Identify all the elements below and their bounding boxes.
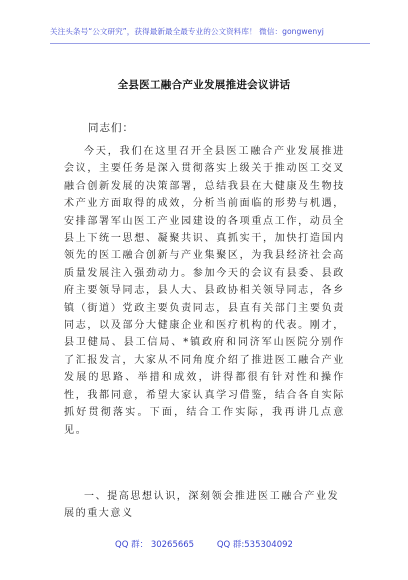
section-heading-1: 一、提高思想认识，深刻领会推进医工融合产业发展的重大意义 bbox=[64, 491, 340, 520]
body-paragraph-1: 今天，我们在这里召开全县医工融合产业发展推进会议，主要任务是深入贯彻落实上级关于推动医工交叉融合创新发展的决策部署，总结我县在大健康及生物技术产业方面取得的成效，分析当前面临的形势与机遇，安排部署军山医工产业园建设的各项重点工作，动员全县上下统一思想、凝聚共识、真抓实干，加快打造国内领先的医工融合创新与产业集聚区，为我县经济社会高质量发展注入强劲动力。参加今天的会议有县委、县政府主要领导同志，县人大、县政协相关领导同志，各乡镇（街道）党政主要负责同志，县直有关部门主要负责同志，以及部分大健康企业和医疗机构的代表。刚才，县卫健局、县工信局、*镇政府和同济军山医院分别作了汇报发言，大家从不同角度介绍了推进医工融合产业发展的思路、举措和成效，讲得都很有针对性和操作性，我都同意，希望大家认真学习借鉴，结合各自实际抓好贯彻落实。下面，结合工作实际，我再讲几点意见。 bbox=[64, 146, 345, 436]
footer-contact bbox=[0, 538, 408, 550]
document-title: 全县医工融合产业发展推进会议讲话 bbox=[117, 79, 291, 91]
header-banner: 关注头条号“公文研究”，获得最新最全最专业的公文资料库！ 微信：gongwenyj bbox=[50, 27, 324, 36]
header-divider bbox=[50, 43, 370, 44]
footer-qq-group-1: QQ 群： 30265665 bbox=[115, 540, 195, 550]
salutation: 同志们： bbox=[88, 122, 134, 134]
footer-qq-group-2: QQ 群:535304092 bbox=[216, 540, 293, 550]
